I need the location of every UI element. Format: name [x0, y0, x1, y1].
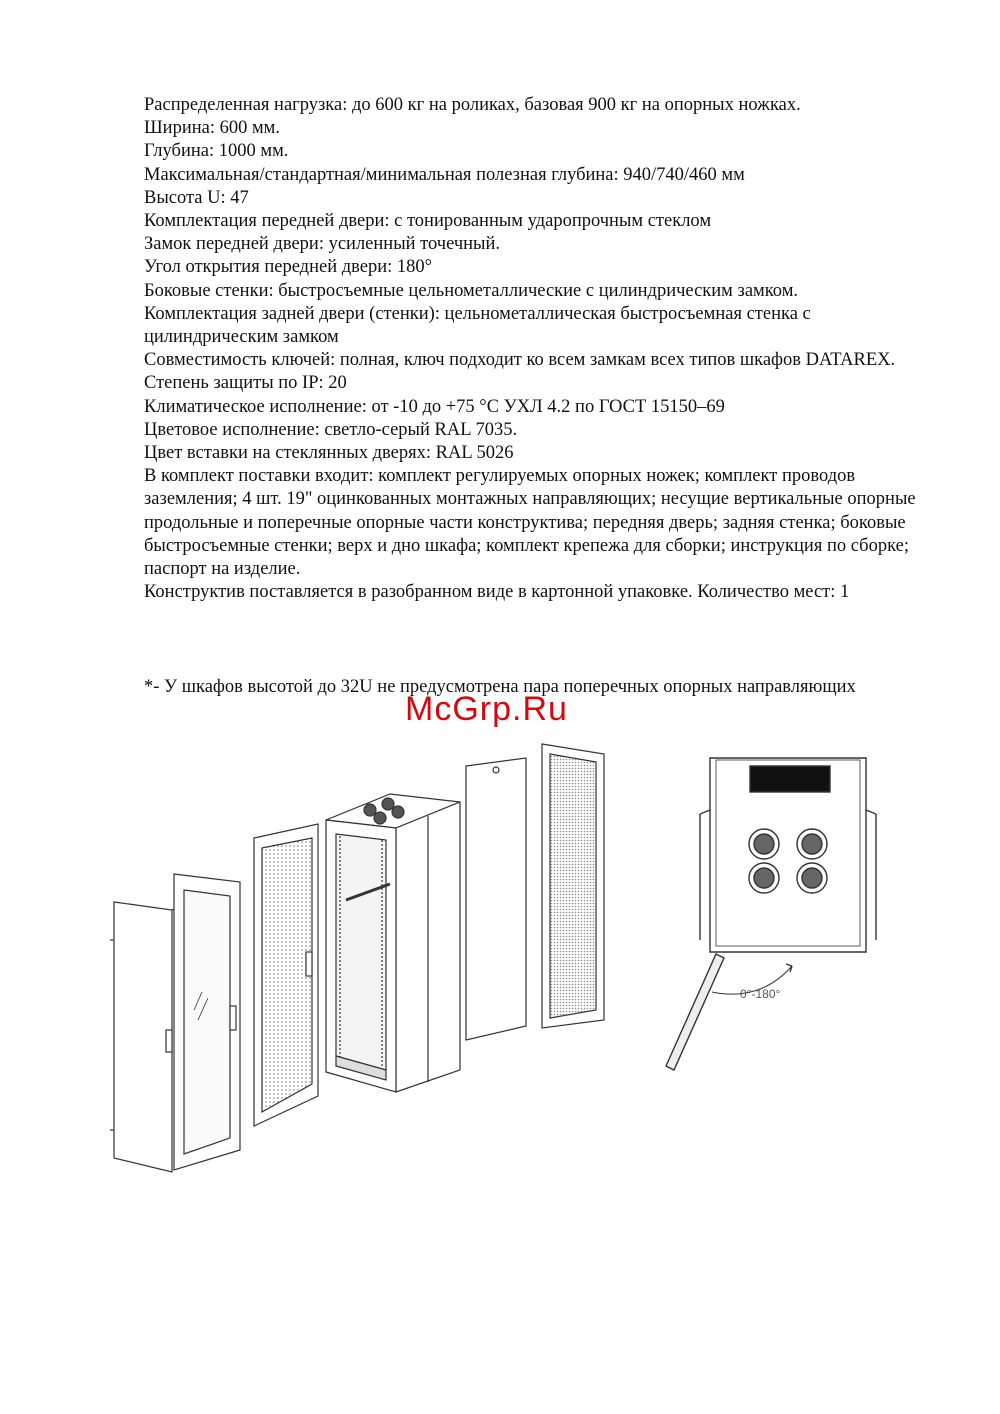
spec-glass-insert: Цвет вставки на стеклянных дверях: RAL 5026 [144, 443, 514, 464]
perforated-front-door [254, 824, 318, 1126]
fan-icon [382, 798, 394, 810]
fan-icon [374, 812, 386, 824]
fan-icon [392, 806, 404, 818]
front-door-handle-icon [306, 952, 312, 976]
angle-label: 0°-180° [740, 987, 781, 1001]
exploded-view [110, 744, 604, 1172]
glass-front-door [174, 874, 240, 1170]
rear-panel [466, 758, 526, 1040]
spec-side-panels: Боковые стенки: быстросъемные цельнометаллические с цилиндрическим замком. [144, 280, 799, 301]
spec-package-contents: В комплект поставки входит: комплект регулируемых опорных ножек; комплект проводов заземления; 4 шт. 19" оцинкованных монтажных направляющих; несущие вертикальные опорные продольные и поперечные опорные части конструктива; передняя дверь; задняя стенка; боковые быстросъемные стенки; верх и дно шкафа; комплект крепежа для сборки; инструкция по сборке; паспорт на изделие. [144, 466, 916, 580]
glass-door-handle-icon [230, 1006, 236, 1030]
spec-list [144, 94, 944, 604]
spec-color: Цветовое исполнение: светло-серый RAL 7035. [144, 419, 518, 440]
spec-width: Ширина: 600 мм. [144, 118, 281, 139]
watermark: McGrp.Ru [405, 690, 568, 728]
spec-height-u: Высота U: 47 [144, 187, 249, 208]
rear-perforated-door [542, 744, 604, 1028]
spec-front-lock: Замок передней двери: усиленный точечный. [144, 234, 500, 255]
cabinet-figure [100, 740, 900, 1180]
vent-slot [750, 766, 830, 792]
footnote: *- У шкафов высотой до 32U не предусмотрена пара поперечных опорных направляющих [144, 677, 856, 697]
spec-rear-door: Комплектация задней двери (стенки): цельнометаллическая быстросъемная стенка с цилиндрическим замком [144, 303, 811, 348]
spec-ip: Степень защиты по IP: 20 [144, 373, 347, 394]
side-panel-handle-icon [166, 1030, 172, 1052]
spec-front-door: Комплектация передней двери: с тонированным ударопрочным стеклом [144, 211, 712, 232]
spec-usable-depth: Максимальная/стандартная/минимальная полезная глубина: 940/740/460 мм [144, 164, 745, 185]
spec-depth: Глубина: 1000 мм. [144, 141, 289, 162]
spec-delivery: Конструктив поставляется в разобранном виде в картонной упаковке. Количество мест: 1 [144, 582, 850, 603]
side-panel-left [110, 902, 176, 1172]
door-leaf [666, 954, 724, 1070]
spec-load: Распределенная нагрузка: до 600 кг на роликах, базовая 900 кг на опорных ножках. [144, 95, 801, 115]
spec-door-angle: Угол открытия передней двери: 180° [144, 257, 433, 278]
spec-key-compat: Совместимость ключей: полная, ключ подходит ко всем замкам всех типов шкафов DATAREX. [144, 350, 896, 371]
spec-climate: Климатическое исполнение: от -10 до +75 °С УХЛ 4.2 по ГОСТ 15150–69 [144, 396, 725, 417]
top-view [666, 758, 876, 1070]
cabinet-frame [326, 794, 460, 1092]
fan-icon [364, 804, 376, 816]
